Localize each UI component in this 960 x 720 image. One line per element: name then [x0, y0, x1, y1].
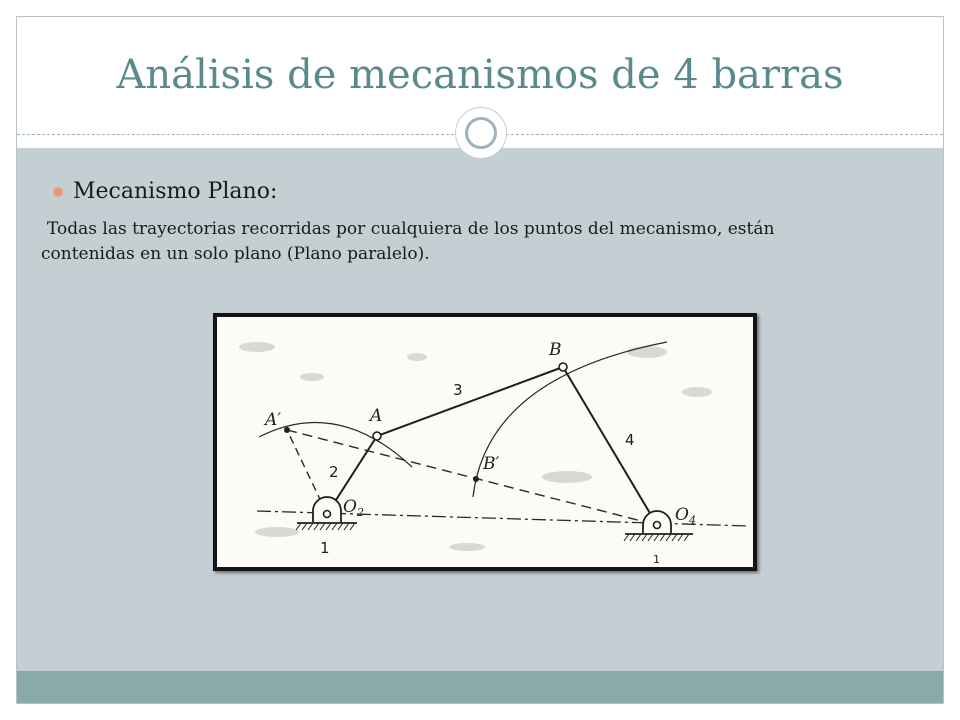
slide-title: Análisis de mecanismos de 4 barras — [116, 52, 844, 98]
joint-a — [373, 432, 381, 440]
arc-a-path — [259, 422, 412, 467]
slide — [16, 16, 944, 704]
bullet-description: Todas las trayectorias recorridas por cualquiera de los puntos del mecanismo, están contenidas en un solo plano (Plano paralelo). — [41, 219, 775, 264]
paper-texture — [239, 342, 712, 551]
link-3 — [377, 367, 563, 436]
ornament-ring — [465, 117, 497, 149]
label-o4: $O_4$ — [675, 505, 696, 527]
label-ground-right: 1 — [653, 553, 660, 566]
label-link-2: 2 — [329, 463, 339, 481]
bullet-dot-icon — [53, 187, 63, 197]
point-a-prime — [284, 427, 290, 433]
footer-bar — [17, 671, 943, 704]
label-b: B — [549, 340, 562, 360]
four-bar-mechanism-figure — [213, 313, 757, 571]
label-ground-left: 1 — [320, 539, 330, 557]
bullet-item — [53, 176, 277, 206]
mechanism-diagram — [217, 317, 753, 567]
label-b-prime: B′ — [483, 454, 500, 474]
circle-ornament-icon — [455, 107, 507, 159]
point-b-prime — [473, 476, 479, 482]
bullet-heading: Mecanismo Plano: — [73, 178, 278, 204]
label-o2: $O_2$ — [343, 497, 364, 519]
label-link-4: 4 — [625, 431, 635, 449]
label-a: A — [370, 406, 383, 426]
link-4 — [563, 367, 657, 525]
label-link-3: 3 — [453, 381, 463, 399]
label-a-prime: A′ — [265, 410, 282, 430]
joint-b — [559, 363, 567, 371]
